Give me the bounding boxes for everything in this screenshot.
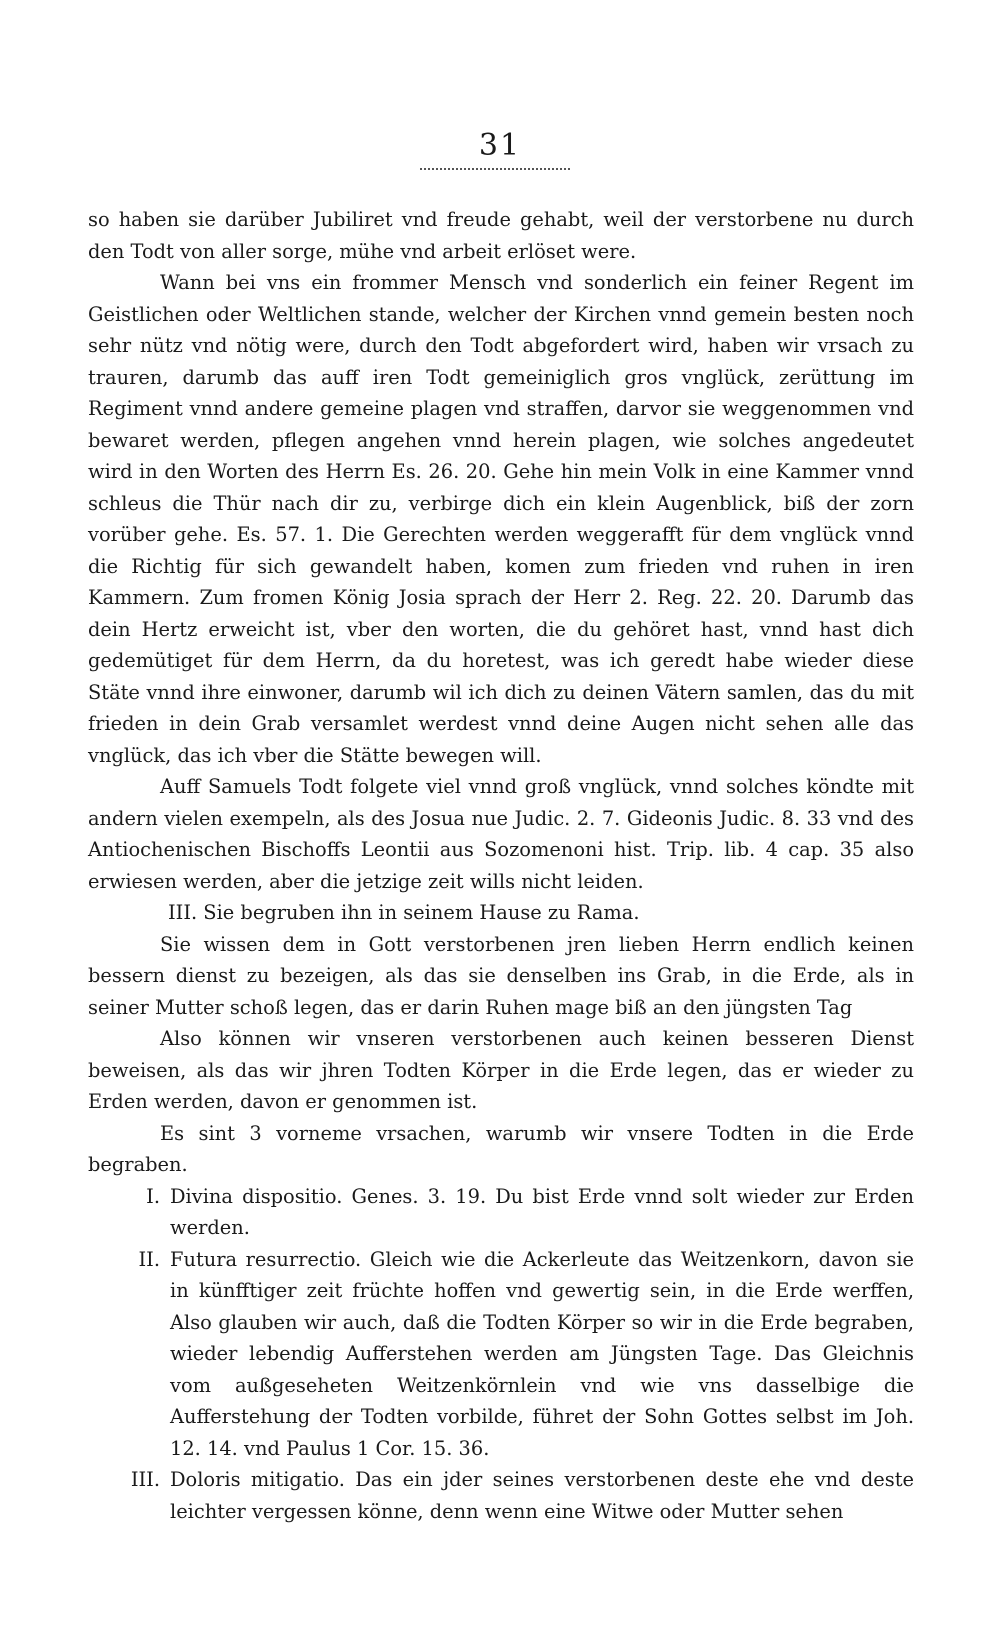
list-item xyxy=(88,1181,914,1244)
list-number: III. xyxy=(130,1468,160,1491)
list-item xyxy=(88,1464,914,1527)
paragraph-reasons-intro: Es sint 3 vorneme vrsachen, warumb wir vnsere Todten in die Erde begraben. xyxy=(88,1121,914,1176)
list-text: Futura resurrectio. Gleich wie die Ackerleute das Weitzenkorn, davon sie in künfftiger zeit früchte hoffen vnd gewertig sein, in die Erde werffen, Also glauben wir auch, daß die Todten Körper so wir in die Erde begraben, wieder lebendig Aufferstehen werden am Jüngsten Tage. Das Gleichnis vom außgeseheten Weitzenkörnlein vnd wie vns dasselbige die Aufferstehung der Todten vorbilde, führet der Sohn Gottes selbst im Joh. 12. 14. vnd Paulus 1 Cor. 15. 36. xyxy=(170,1247,914,1460)
body-text xyxy=(88,204,914,1527)
paragraph-burial: Sie wissen dem in Gott verstorbenen jren lieben Herrn endlich keinen bessern dienst zu bezeigen, als das sie denselben ins Grab, in die Erde, als in seiner Mutter schoß legen, das er darin Ruhen mage biß an den jüngsten Tag xyxy=(88,932,914,1019)
paragraph-continuation: so haben sie darüber Jubiliret vnd freude gehabt, weil der verstorbene nu durch den Todt von aller sorge, mühe vnd arbeit erlöset were. xyxy=(88,208,914,263)
paragraph-samuel: Auff Samuels Todt folgete viel vnnd groß vnglück, vnnd solches köndte mit andern vielen exempeln, als des Josua nue Judic. 2. 7. Gideonis Judic. 8. 33 vnd des Antiochenischen Bischoffs Leontii aus Sozomenoni hist. Trip. lib. 4 cap. 35 also erwiesen werden, aber die jetzige zeit wills nicht leiden. xyxy=(88,775,914,893)
list-number: II. xyxy=(138,1247,160,1271)
section-heading: III. Sie begruben ihn in seinem Hause zu Rama. xyxy=(168,901,640,924)
list-text: Doloris mitigatio. Das ein jder seines verstorbenen deste ehe vnd deste leichter vergessen könne, denn wenn eine Witwe oder Mutter sehen xyxy=(170,1468,914,1523)
paragraph-service: Also können wir vnseren verstorbenen auch keinen besseren Dienst beweisen, als das wir jhren Todten Körper in die Erde legen, das er wieder zu Erden werden, davon er genommen ist. xyxy=(88,1027,914,1113)
page-number: 31 xyxy=(478,128,522,163)
list-number: I. xyxy=(146,1184,160,1208)
list-item xyxy=(88,1244,914,1465)
list-text: Divina dispositio. Genes. 3. 19. Du bist Erde vnnd solt wieder zur Erden werden. xyxy=(170,1184,914,1239)
header-rule xyxy=(420,168,570,170)
paragraph-regent: Wann bei vns ein frommer Mensch vnd sonderlich ein feiner Regent im Geistlichen oder Weltlichen stande, welcher der Kirchen vnnd gemein besten noch sehr nütz vnd nötig were, durch den Todt abgefordert wird, haben wir vrsach zu trauren, darumb das auff iren Todt gemeiniglich gros vnglück, zerüttung im Regiment vnnd andere gemeine plagen vnd straffen, darvor sie weggenommen vnd bewaret werden, pflegen angehen vnnd herein plagen, wie solches angedeutet wird in den Worten des Herrn Es. 26. 20. Gehe hin mein Volk in eine Kammer vnnd schleus die Thür nach dir zu, verbirge dich ein klein Augenblick, biß der zorn vorüber gehe. Es. 57. 1. Die Gerechten werden weggerafft für dem vnglück vnnd die Richtig für sich gewandelt haben, komen zum frieden vnd ruhen in iren Kammern. Zum fromen König Josia sprach der Herr 2. Reg. 22. 20. Darumb das dein Hertz erweicht ist, vber den worten, die du gehöret hast, vnnd hast dich gedemütiget für dem Herrn, da du horetest, was ich geredt habe wieder diese Stäte vnnd ihre einwoner, darumb wil ich dich zu deinen Vätern samlen, das du mit frieden in dein Grab versamlet werdest vnnd deine Augen nicht sehen alle das vnglück, das ich vber die Stätte bewegen will. xyxy=(88,271,914,767)
